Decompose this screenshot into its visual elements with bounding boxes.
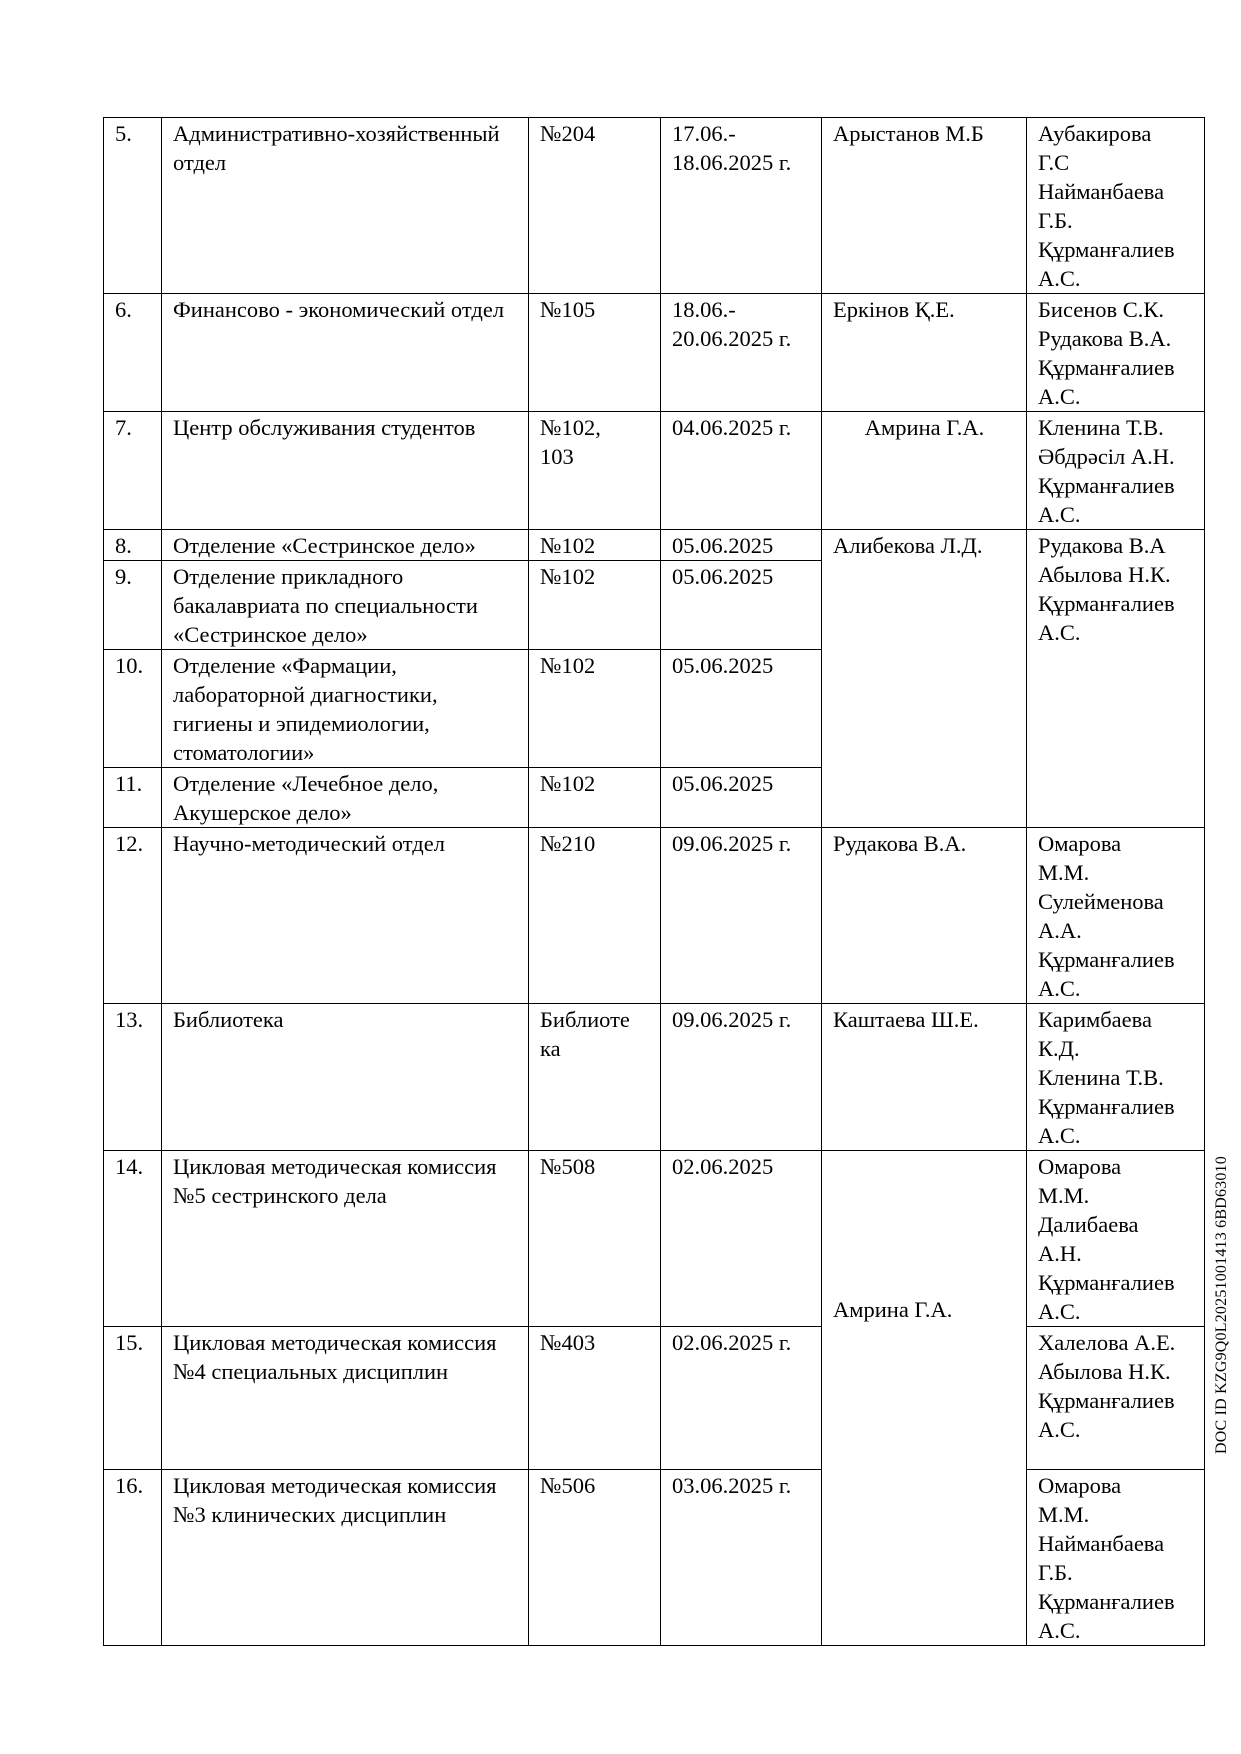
row-number: 6. [104,294,162,412]
date-cell: 02.06.2025 г. [661,1327,822,1470]
date-cell: 05.06.2025 [661,768,822,828]
room-cell: №210 [529,828,661,1004]
doc-id-stamp: DOC ID KZG9Q0L20251001413 6BD63010 [1213,1156,1230,1454]
members-cell-group: Рудакова В.А Абылова Н.К. Құрманғалиев А.С. [1027,530,1205,828]
department-cell: Цикловая методическая комиссия №5 сестринского дела [162,1151,529,1327]
schedule-table [103,117,1205,1646]
department-cell: Отделение «Лечебное дело, Акушерское дело» [162,768,529,828]
row-number: 16. [104,1470,162,1646]
members-cell: Аубакирова Г.С Найманбаева Г.Б. Құрманғалиев А.С. [1027,118,1205,294]
responsible-cell: Каштаева Ш.Е. [822,1004,1027,1151]
date-cell: 18.06.- 20.06.2025 г. [661,294,822,412]
responsible-cell: Амрина Г.А. [822,412,1027,530]
date-cell: 17.06.- 18.06.2025 г. [661,118,822,294]
table-row [104,1004,1205,1151]
table-row [104,530,1205,561]
table-row [104,1470,1205,1646]
table-row [104,1151,1205,1327]
department-cell: Финансово - экономический отдел [162,294,529,412]
date-cell: 02.06.2025 [661,1151,822,1327]
room-cell: №102 [529,561,661,650]
members-cell: Каримбаева К.Д. Кленина Т.В. Құрманғалиев А.С. [1027,1004,1205,1151]
date-cell: 05.06.2025 [661,561,822,650]
date-cell: 05.06.2025 [661,530,822,561]
row-number: 12. [104,828,162,1004]
members-cell: Бисенов С.К. Рудакова В.А. Құрманғалиев А.С. [1027,294,1205,412]
table-row [104,828,1205,1004]
row-number: 11. [104,768,162,828]
members-cell: Омарова М.М. Найманбаева Г.Б. Құрманғалиев А.С. [1027,1470,1205,1646]
responsible-cell: Арыстанов М.Б [822,118,1027,294]
department-cell: Отделение прикладного бакалавриата по специальности «Сестринское дело» [162,561,529,650]
date-cell: 05.06.2025 [661,650,822,768]
department-cell: Цикловая методическая комиссия №3 клинических дисциплин [162,1470,529,1646]
room-cell: №102 [529,650,661,768]
room-cell: №403 [529,1327,661,1470]
date-cell: 03.06.2025 г. [661,1470,822,1646]
members-cell: Омарова М.М. Сулейменова А.А. Құрманғалиев А.С. [1027,828,1205,1004]
row-number: 14. [104,1151,162,1327]
date-cell: 09.06.2025 г. [661,1004,822,1151]
responsible-name: Амрина Г.А. [833,1297,953,1322]
room-cell: №204 [529,118,661,294]
date-cell: 09.06.2025 г. [661,828,822,1004]
room-cell: №506 [529,1470,661,1646]
responsible-cell-group: Алибекова Л.Д. [822,530,1027,828]
members-cell: Кленина Т.В. Әбдрәсіл А.Н. Құрманғалиев А.С. [1027,412,1205,530]
responsible-cell: Еркінов Қ.Е. [822,294,1027,412]
date-cell: 04.06.2025 г. [661,412,822,530]
row-number: 15. [104,1327,162,1470]
room-cell: Библиоте ка [529,1004,661,1151]
table-row [104,1327,1205,1470]
department-cell: Административно-хозяйственный отдел [162,118,529,294]
table-row [104,412,1205,530]
row-number: 10. [104,650,162,768]
row-number: 5. [104,118,162,294]
row-number: 9. [104,561,162,650]
table-row [104,294,1205,412]
department-cell: Научно-методический отдел [162,828,529,1004]
department-cell: Цикловая методическая комиссия №4 специальных дисциплин [162,1327,529,1470]
department-cell: Библиотека [162,1004,529,1151]
room-cell: №105 [529,294,661,412]
row-number: 8. [104,530,162,561]
room-cell: №102, 103 [529,412,661,530]
members-cell: Халелова А.Е. Абылова Н.К. Құрманғалиев А.С. [1027,1327,1205,1470]
department-cell: Отделение «Сестринское дело» [162,530,529,561]
responsible-cell: Рудакова В.А. [822,828,1027,1004]
department-cell: Центр обслуживания студентов [162,412,529,530]
department-cell: Отделение «Фармации, лабораторной диагностики, гигиены и эпидемиологии, стоматологии» [162,650,529,768]
responsible-cell-group [822,1151,1027,1646]
row-number: 7. [104,412,162,530]
room-cell: №508 [529,1151,661,1327]
room-cell: №102 [529,530,661,561]
members-cell: Омарова М.М. Далибаева А.Н. Құрманғалиев А.С. [1027,1151,1205,1327]
row-number: 13. [104,1004,162,1151]
room-cell: №102 [529,768,661,828]
table-row [104,118,1205,294]
